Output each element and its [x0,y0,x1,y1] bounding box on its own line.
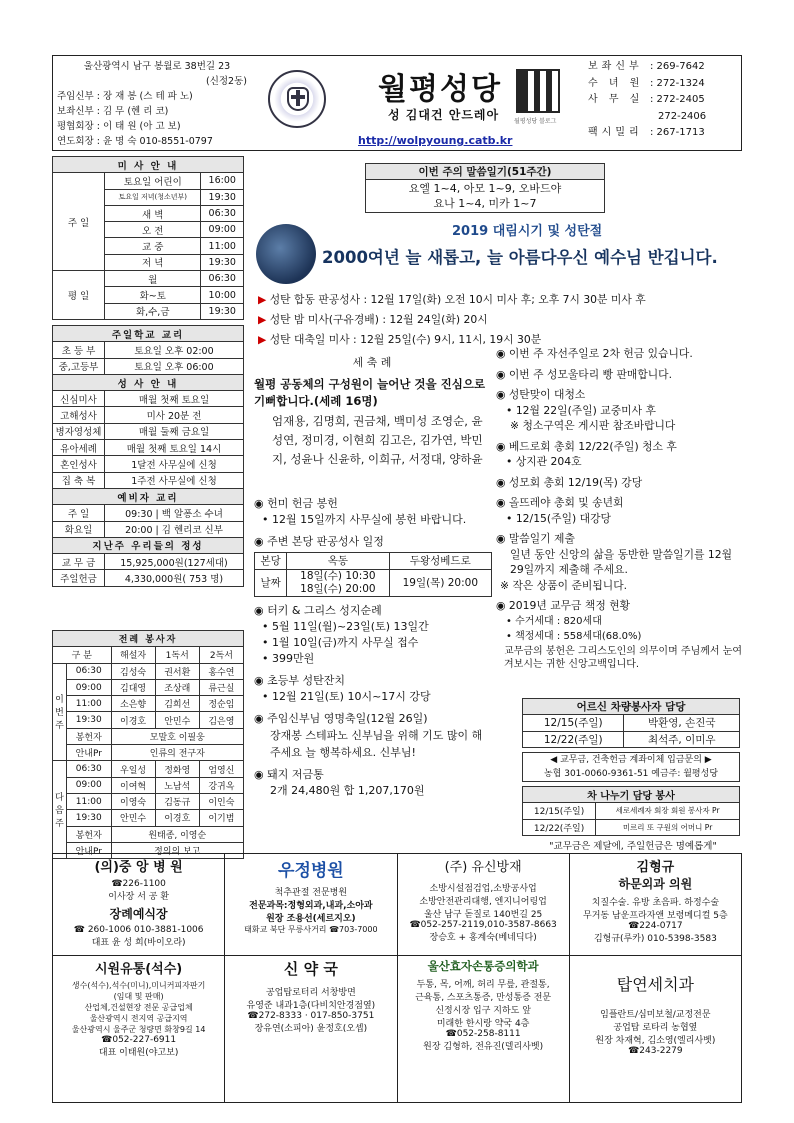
server-name: 조상래 [155,679,199,695]
mass-time: 06:30 [201,205,244,221]
mass-time: 09:00 [201,222,244,238]
ads-grid [52,853,742,1103]
server-name: 이기범 [199,810,243,826]
notice-title: ◉ 주임신부님 영명축일(12월 26일) [254,712,428,725]
server-name: 이경호 [155,810,199,826]
parish-seal-icon [268,70,326,128]
banner-subtitle: 2019 대림시기 및 성탄절 [452,224,603,239]
server-name: 김동규 [155,793,199,809]
notice-bullet: • 책정세대 : 558세대(68.0%) [506,631,642,642]
qr-code-icon [516,69,560,113]
col-header: 두왕성베드로 [389,553,491,570]
mass-slot: 오 전 [105,222,201,238]
server-role: 봉헌자 [67,728,112,744]
server-name: 정화영 [155,761,199,777]
elder-driver-table [522,698,740,748]
server-name: 소은향 [111,696,155,712]
word-diary-box [365,163,605,213]
server-name: 안민수 [111,810,155,826]
weekday-label: 평 일 [53,271,105,320]
notice-bullet: • 12/15(주일) 대강당 [506,511,611,525]
contact-row: 사 무 실 : 272-2405 [588,94,705,105]
catechumen-day: 주 일 [53,505,105,521]
servers-title: 전례 봉사자 [53,631,244,647]
mass-slot: 새 벽 [105,205,201,221]
notice-note: ※ 청소구역은 게시판 참조바랍니다 [510,419,676,432]
tithe-note: "교무금은 제달에, 주일헌금은 명예롭게" [549,841,717,852]
service-names: 최석주, 이미우 [624,731,740,747]
notice-title: ◉ 주변 본당 판공성사 일정 [254,535,384,548]
server-name: 노남석 [155,777,199,793]
notice-bullet: • 1월 10일(금)까지 사무실 접수 [262,636,419,649]
server-time: 09:00 [67,777,112,793]
mass-time: 16:00 [201,173,244,189]
ad-painclinic: 울산효자손통증의학과 두통, 목, 어깨, 허리 무릎, 관절통, 근육통, 스포츠통증, 만성통증 전문 신정시장 입구 지하도 앞 미래한 한시랑 약국 4층 ☎052-258-8111 원장 김형하, 전유진(델리사벳) [397,956,569,1103]
week-label: 다음주 [53,761,67,859]
notice-text: 장재봉 스테파노 신부님을 위해 기도 많이 해 주세요 늘 행복하세요. 신부님! [270,729,483,759]
sacrament-info: 매월 첫째 토요일 14시 [105,440,244,456]
globe-icon [256,224,316,284]
ad-pharmacy: 신 약 국 공업탑로터리 서창방면 유영준 내과1층(다비치안경점옆) ☎272-8333 · 017-850-3751 장유연(소피아) 윤정호(오셉) [225,956,397,1103]
yeondo-president: 연도회장 : 윤 명 숙 010-8551-0797 [57,136,213,147]
week-label: 이번주 [53,663,67,761]
server-time: 11:00 [67,793,112,809]
tea-service-table [522,786,740,836]
service-names: 박환영, 손진국 [624,715,740,731]
notice-bullet: • 12월 21일(토) 10시~17시 강당 [262,690,431,703]
mass-time: 06:30 [201,271,244,287]
server-name: 김성숙 [111,663,155,679]
service-names: 미르리 또 구원의 어머니 Pr [596,819,740,835]
server-name: 권서환 [155,663,199,679]
sacrament-info: 매월 첫째 토요일 [105,391,244,407]
bank-inquiry: ◀ 교무금, 건축헌금 계좌이체 입금문의 ▶ [550,755,712,765]
website-link[interactable]: http://wolpyoung.catb.kr [358,134,513,147]
word-diary-line: 요엘 1~4, 아모 1~9, 오바드야 [408,182,562,195]
server-role: 봉헌자 [67,826,112,842]
mass-time: 19:30 [201,303,244,319]
server-time: 06:30 [67,761,112,777]
server-time: 06:30 [67,663,112,679]
server-name: 모말호 이필웅 [111,728,243,744]
ad-siwon: 시원유통(석수) 생수(석수),석수(미니),미니커피자판기 (임대 및 판매) 산업체,건설현장 전문 공급업체 울산광역시 전지역 공급지역 울산광역시 울주군 청량면 화창9길 14 ☎052-227-6911 대표 이태원(야고보) [53,956,225,1103]
notice-title: ◉ 베드로회 총회 12/22(주일) 청소 후 [496,439,677,453]
parish-info [57,59,257,149]
ad-hospital: (의)중 앙 병 원 ☎226-1100 이사장 서 공 환 장례예식장 ☎ 260-1006 010-3881-1006 대표 윤 성 희(바이오라) [53,854,225,956]
server-name: 정의의 보고 [111,842,243,858]
tea-service-title: 차 나누기 담당 봉사 [523,787,740,803]
offering-label: 교 무 금 [53,554,105,570]
title-block [258,56,588,152]
service-date: 12/22(주일) [523,731,624,747]
christmas-item: ▶ 성탄 대축일 미사 : 12월 25일(수) 9시, 11시, 19시 30분 [258,333,542,346]
sacrament-info: 1주전 사무실에 신청 [105,472,244,488]
christmas-item: ▶ 성탄 밤 미사(구유경배) : 12월 24일(화) 20시 [258,313,488,326]
notice-note: ※ 작은 상품이 준비됩니다. [500,578,628,592]
contact-row: 272-2406 [658,110,707,122]
notice-bullet: • 상지관 204호 [506,455,582,468]
notice-title: ◉ 돼지 저금통 [254,768,324,781]
council-president: 평협회장 : 이 태 원 (아 고 보) [57,121,181,132]
server-name: 홍수연 [199,663,243,679]
word-diary-title: 이번 주의 말씀일기(51주간) [366,164,604,180]
mass-slot: 토요일 어린이 [105,173,201,189]
advent-banner [256,218,746,284]
assistant-priest: 보좌신부 : 김 무 (헨 리 코) [57,106,169,117]
mass-slot: 화~토 [105,287,201,303]
patron-name: 성 김대건 안드레아 [388,108,500,122]
notice-title: ◉ 2019년 교무금 책정 현황 [496,599,631,612]
server-name: 류근실 [199,679,243,695]
server-name: 엄영신 [199,761,243,777]
notices-right [496,346,748,671]
offering-title: 지난주 우리들의 정성 [53,537,244,553]
mass-time: 11:00 [201,238,244,254]
col-header: 1독서 [155,647,199,663]
ad-yusin: (주) 유신방재 소방시설점검업,소방공사업 소방안전관리대행, 엔지니어링업 울산 남구 돋질로 140번길 25 ☎052-257-2119,010-3587-8663 장승호 + 홍계숙(베네딕다) [397,854,569,956]
baptism-names: 엄재용, 김명희, 권금채, 백미성 조영순, 윤성연, 정미경, 이현희 김고은, 김가연, 박민지, 성윤나 신윤하, 이희규, 서정대, 양하윤 [272,414,483,466]
mass-title: 미 사 안 내 [53,157,244,173]
server-name: 정순임 [199,696,243,712]
elder-driver-title: 어르신 차량봉사자 담당 [523,699,740,715]
sacrament-name: 유아세례 [53,440,105,456]
mass-slot: 저 녁 [105,254,201,270]
offering-amount: 15,925,000원(127세대) [105,554,244,570]
server-role: 안내Pr [67,842,112,858]
server-time: 19:30 [67,712,112,728]
catechumen-day: 화요일 [53,521,105,537]
address: 울산광역시 남구 봉월로 38번길 23 [83,61,231,72]
col-header: 2독서 [199,647,243,663]
masthead [52,55,742,151]
server-name: 우일성 [111,761,155,777]
row-label: 날짜 [255,570,287,597]
catechumen-title: 예비자 교리 [53,488,244,504]
server-name: 김대영 [111,679,155,695]
notice-bullet: • 수거세대 : 820세대 [506,615,602,627]
word-diary-line: 요나 1~4, 미카 1~7 [433,197,537,210]
server-time: 11:00 [67,696,112,712]
server-time: 19:30 [67,810,112,826]
sunday-school-grade: 중,고등부 [53,358,105,374]
sunday-school-title: 주일학교 교리 [53,325,244,341]
col-header: 본당 [255,553,287,570]
notice-text: 일년 동안 신앙의 삶을 동반한 말씀일기를 12월 29일까지 제출해 주세요. [510,547,733,576]
server-name: 강귀옥 [199,777,243,793]
server-name: 원태종, 이영순 [111,826,243,842]
server-name: 이영숙 [111,793,155,809]
notice-title: ◉ 이번 주 자선주일로 2차 헌금 있습니다. [496,347,693,360]
sunday-school-time: 토요일 오후 06:00 [105,358,244,374]
notice-title: ◉ 이번 주 성모울타리 빵 판매합니다. [496,367,673,381]
mass-time: 19:30 [201,254,244,270]
catechumen-info: 20:00 | 김 헨리코 신부 [105,521,244,537]
sunday-label: 주 일 [53,173,105,271]
sacrament-info: 미사 20분 전 [105,407,244,423]
sunday-school-time: 토요일 오후 02:00 [105,342,244,358]
contact-row: 보좌신부 : 269-7642 [588,61,705,72]
parish-title: 월평성당 [378,72,502,107]
sacrament-name: 집 축 복 [53,472,105,488]
server-name: 김희선 [155,696,199,712]
server-name: 인류의 전구자 [111,745,243,761]
qr-caption: 월평성당 블로그 [514,118,557,125]
sacrament-info: 1달전 사무실에 신청 [105,456,244,472]
service-names: 세로세례자 회장 회원 봉사자 Pr [596,803,740,819]
notice-title: ◉ 올뜨레야 총회 및 송년회 [496,496,624,509]
contact-row: 팩시밀리 : 267-1713 [588,127,705,138]
service-date: 12/15(주일) [523,803,596,819]
col-header: 구 분 [53,647,112,663]
christmas-item: ▶ 성탄 합동 판공성사 : 12월 17일(화) 오전 10시 미사 후; 오후 7시 30분 미사 후 [258,293,646,306]
sacrament-name: 신심미사 [53,391,105,407]
mass-slot: 토요일 저녁(청소년부) [105,189,201,205]
sunday-school-grade: 초 등 부 [53,342,105,358]
server-role: 안내Pr [67,745,112,761]
mass-slot: 화,수,금 [105,303,201,319]
sacrament-name: 혼인성사 [53,456,105,472]
notice-title: ◉ 헌미 헌금 봉헌 [254,497,338,510]
sacrament-name: 병자영성체 [53,423,105,439]
server-name: 김은영 [199,712,243,728]
notice-title: ◉ 성모회 총회 12/19(목) 강당 [496,475,643,489]
server-name: 이인숙 [199,793,243,809]
ad-kimhyunggyu: 김형규 하문외과 의원 치질수술. 유방 초음파. 하정수술 무거동 남운프라자앤 보령메디컬 5층 ☎224-0717 김형규(루카) 010-5398-3583 [569,854,741,956]
notice-bullet: • 12월 22일(주일) 교중미사 후 [506,403,656,417]
mass-slot: 월 [105,271,201,287]
contact-row: 수 녀 원 : 272-1324 [588,77,705,89]
banner-headline: 2000여년 늘 새롭고, 늘 아름다우신 예수님 반깁니다. [322,248,718,267]
sacrament-title: 성 사 안 내 [53,374,244,390]
col-header: 옥동 [287,553,389,570]
server-name: 안민수 [155,712,199,728]
notice-bullet: • 399만원 [262,652,315,665]
notices-left [254,496,492,799]
offering-label: 주일헌금 [53,570,105,586]
notice-title: ◉ 성탄맞이 대청소 [496,388,586,401]
okdong-dates: 18일(수) 10:30 18일(수) 20:00 [287,570,389,597]
servers-table [52,630,244,859]
pastor: 주임신부 : 장 재 봉 (스 테 파 노) [57,91,193,102]
notice-title: ◉ 말씀일기 제출 [496,532,575,545]
bank-account: 농협 301-0060-9361-51 예금주: 월평성당 [543,769,719,779]
notice-text: 2개 24,480원 합 1,207,170원 [270,784,425,797]
col-header: 해설자 [111,647,155,663]
sacrament-name: 고해성사 [53,407,105,423]
server-time: 09:00 [67,679,112,695]
sacrament-info: 매월 둘째 금요일 [105,423,244,439]
service-date: 12/22(주일) [523,819,596,835]
server-name: 이경호 [111,712,155,728]
catechumen-info: 09:30 | 백 알퐁소 수녀 [105,505,244,521]
mass-time: 10:00 [201,287,244,303]
service-date: 12/15(주일) [523,715,624,731]
address-sub: (신정2동) [206,76,247,87]
server-name: 이여혁 [111,777,155,793]
schedule-table [52,156,244,587]
contact-list [588,59,743,142]
ad-woojung: 우정병원 척추관절 전문병원 전문과목:정형외과,내과,소아과 원장 조용선(세르지오) 태화교 북단 무릉사거리 ☎703-7000 [225,854,397,956]
mass-slot: 교 중 [105,238,201,254]
baptism-text: 월평 공동체의 구성원이 늘어난 것을 진심으로 기뻐합니다.(세례 16명) [254,377,486,408]
ad-dental: 탑연세치과 임플란트/심미보철/교정전문 공업탑 로타리 농협옆 원장 차재혁, 김소영(엘리사벳) ☎243-2279 [569,956,741,1103]
christmas-schedule [258,290,748,350]
bank-info [522,752,740,782]
notice-title: ◉ 터키 & 그리스 성지순례 [254,604,382,617]
confession-table [254,552,492,597]
mass-time: 19:30 [201,189,244,205]
notice-text: 교무금의 봉헌은 그리스도인의 의무이며 주님께서 눈여겨보시는 귀한 신앙고백입니다. [504,645,743,670]
duwang-date: 19일(목) 20:00 [389,570,491,597]
baptism-title: 세 축 례 [352,356,392,369]
notice-bullet: • 5월 11일(월)~23일(토) 13일간 [262,620,429,633]
offering-amount: 4,330,000원( 753 명) [105,570,244,586]
baptism-section [254,350,490,469]
notice-bullet: • 12월 15일까지 사무실에 봉헌 바랍니다. [262,513,467,526]
notice-title: ◉ 초등부 성탄잔치 [254,674,345,687]
